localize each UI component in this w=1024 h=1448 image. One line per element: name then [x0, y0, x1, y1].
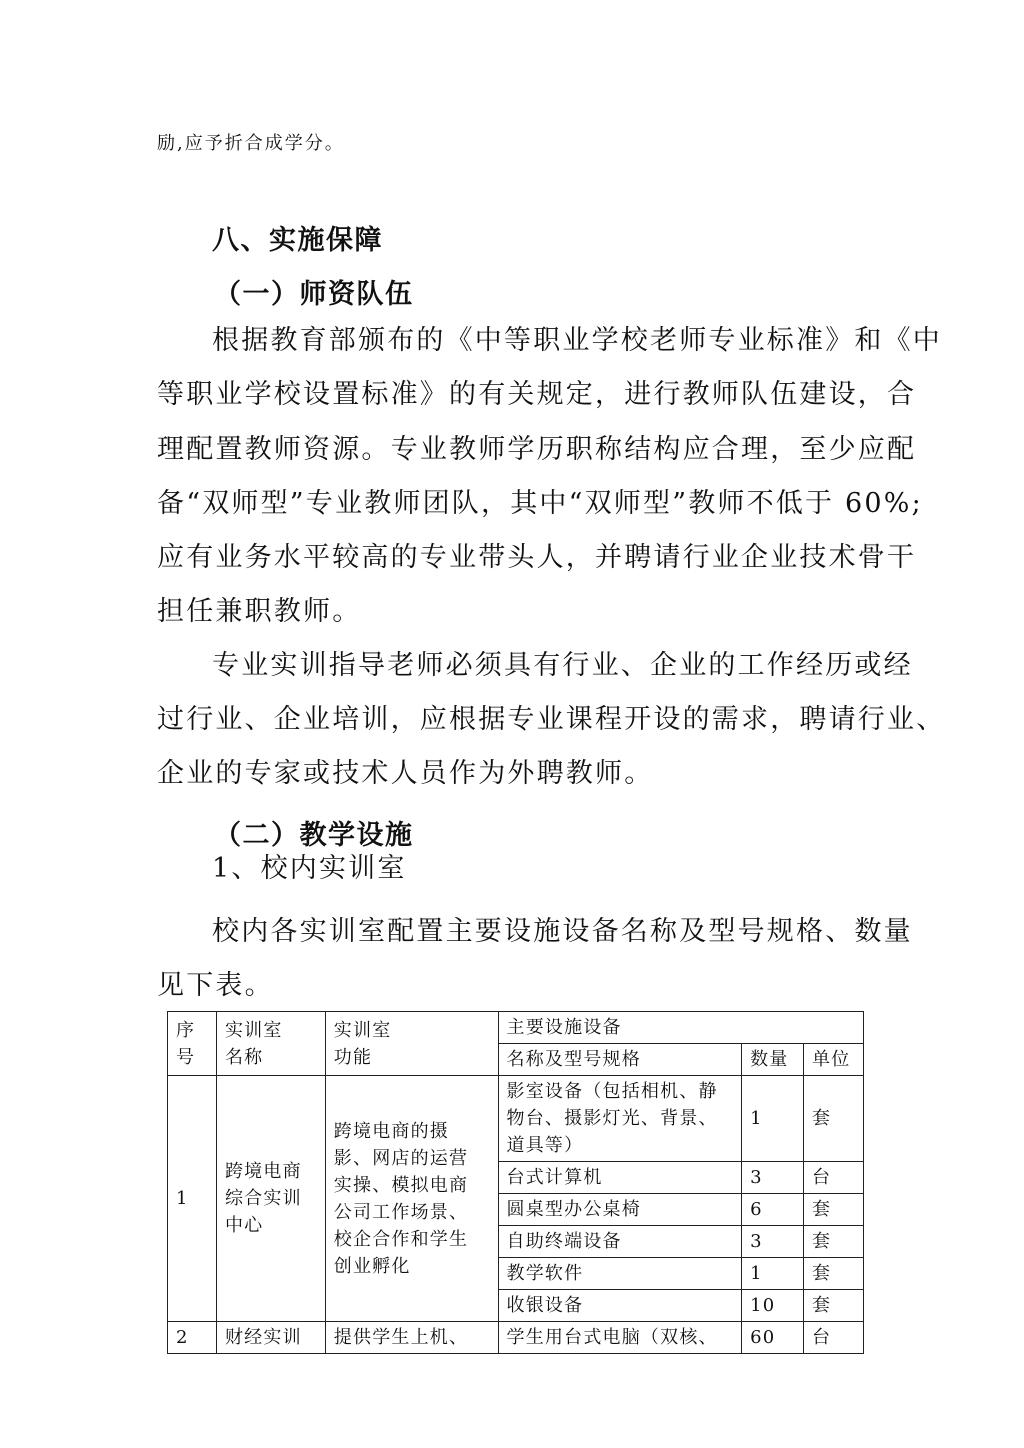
row-room-name: 财经实训 [216, 1322, 325, 1354]
paragraph-line: 备“双师型”专业教师团队，其中“双师型”教师不低于 60%; [157, 488, 923, 519]
subsection-heading-facilities: （二）教学设施 [214, 820, 414, 851]
item-quantity: 6 [742, 1194, 804, 1226]
item-quantity: 10 [742, 1290, 804, 1322]
paragraph-line: 专业实训指导老师必须具有行业、企业的工作经历或经 [212, 650, 913, 681]
item-spec: 收银设备 [498, 1290, 742, 1322]
paragraph-line: 企业的专家或技术人员作为外聘教师。 [157, 758, 654, 789]
row-seq: 2 [168, 1322, 217, 1354]
item-unit: 套 [804, 1194, 864, 1226]
paragraph-line: 根据教育部颁布的《中等职业学校老师专业标准》和《中 [212, 325, 942, 356]
table-row [168, 1076, 864, 1162]
item-unit: 套 [804, 1258, 864, 1290]
row-seq: 1 [168, 1076, 217, 1322]
item-quantity: 3 [742, 1226, 804, 1258]
item-unit: 台 [804, 1322, 864, 1354]
item-heading: 1、校内实训室 [212, 853, 407, 884]
item-unit: 套 [804, 1076, 864, 1162]
row-room-name: 跨境电商 综合实训 中心 [216, 1076, 325, 1322]
item-unit: 套 [804, 1226, 864, 1258]
paragraph-line: 应有业务水平较高的专业带头人，并聘请行业企业技术骨干 [157, 542, 917, 573]
paragraph-line: 过行业、企业培训，应根据专业课程开设的需求，聘请行业、 [157, 704, 946, 735]
header-function: 实训室 功能 [325, 1012, 498, 1076]
header-unit: 单位 [804, 1044, 864, 1076]
item-quantity: 1 [742, 1258, 804, 1290]
paragraph-line: 校内各实训室配置主要设施设备名称及型号规格、数量 [212, 916, 913, 947]
header-main-equipment: 主要设施设备 [498, 1012, 863, 1044]
item-quantity: 1 [742, 1076, 804, 1162]
item-quantity: 60 [742, 1322, 804, 1354]
item-unit: 台 [804, 1162, 864, 1194]
row-function: 跨境电商的摄 影、网店的运营 实操、模拟电商 公司工作场景、 校企合作和学生 创业孵化 [325, 1076, 498, 1322]
header-seq: 序 号 [168, 1012, 217, 1076]
item-spec: 圆桌型办公桌椅 [498, 1194, 742, 1226]
header-quantity: 数量 [742, 1044, 804, 1076]
item-spec: 台式计算机 [498, 1162, 742, 1194]
paragraph-line: 担任兼职教师。 [157, 596, 362, 627]
subsection-heading-faculty: （一）师资队伍 [214, 279, 414, 310]
facilities-table [167, 1011, 864, 1354]
header-room-name: 实训室 名称 [216, 1012, 325, 1076]
item-spec: 自助终端设备 [498, 1226, 742, 1258]
item-spec: 影室设备（包括相机、静 物台、摄影灯光、背景、 道具等） [498, 1076, 742, 1162]
section-heading: 八、实施保障 [212, 225, 383, 256]
paragraph-line: 见下表。 [157, 970, 274, 1001]
paragraph-line: 理配置教师资源。专业教师学历职称结构应合理，至少应配 [157, 434, 917, 465]
table-row [168, 1322, 864, 1354]
item-quantity: 3 [742, 1162, 804, 1194]
item-spec: 学生用台式电脑（双核、 [498, 1322, 742, 1354]
continued-text-line: 励,应予折合成学分。 [157, 133, 345, 154]
item-spec: 教学软件 [498, 1258, 742, 1290]
item-unit: 套 [804, 1290, 864, 1322]
header-spec: 名称及型号规格 [498, 1044, 742, 1076]
row-function: 提供学生上机、 [325, 1322, 498, 1354]
paragraph-line: 等职业学校设置标准》的有关规定，进行教师队伍建设，合 [157, 379, 917, 410]
